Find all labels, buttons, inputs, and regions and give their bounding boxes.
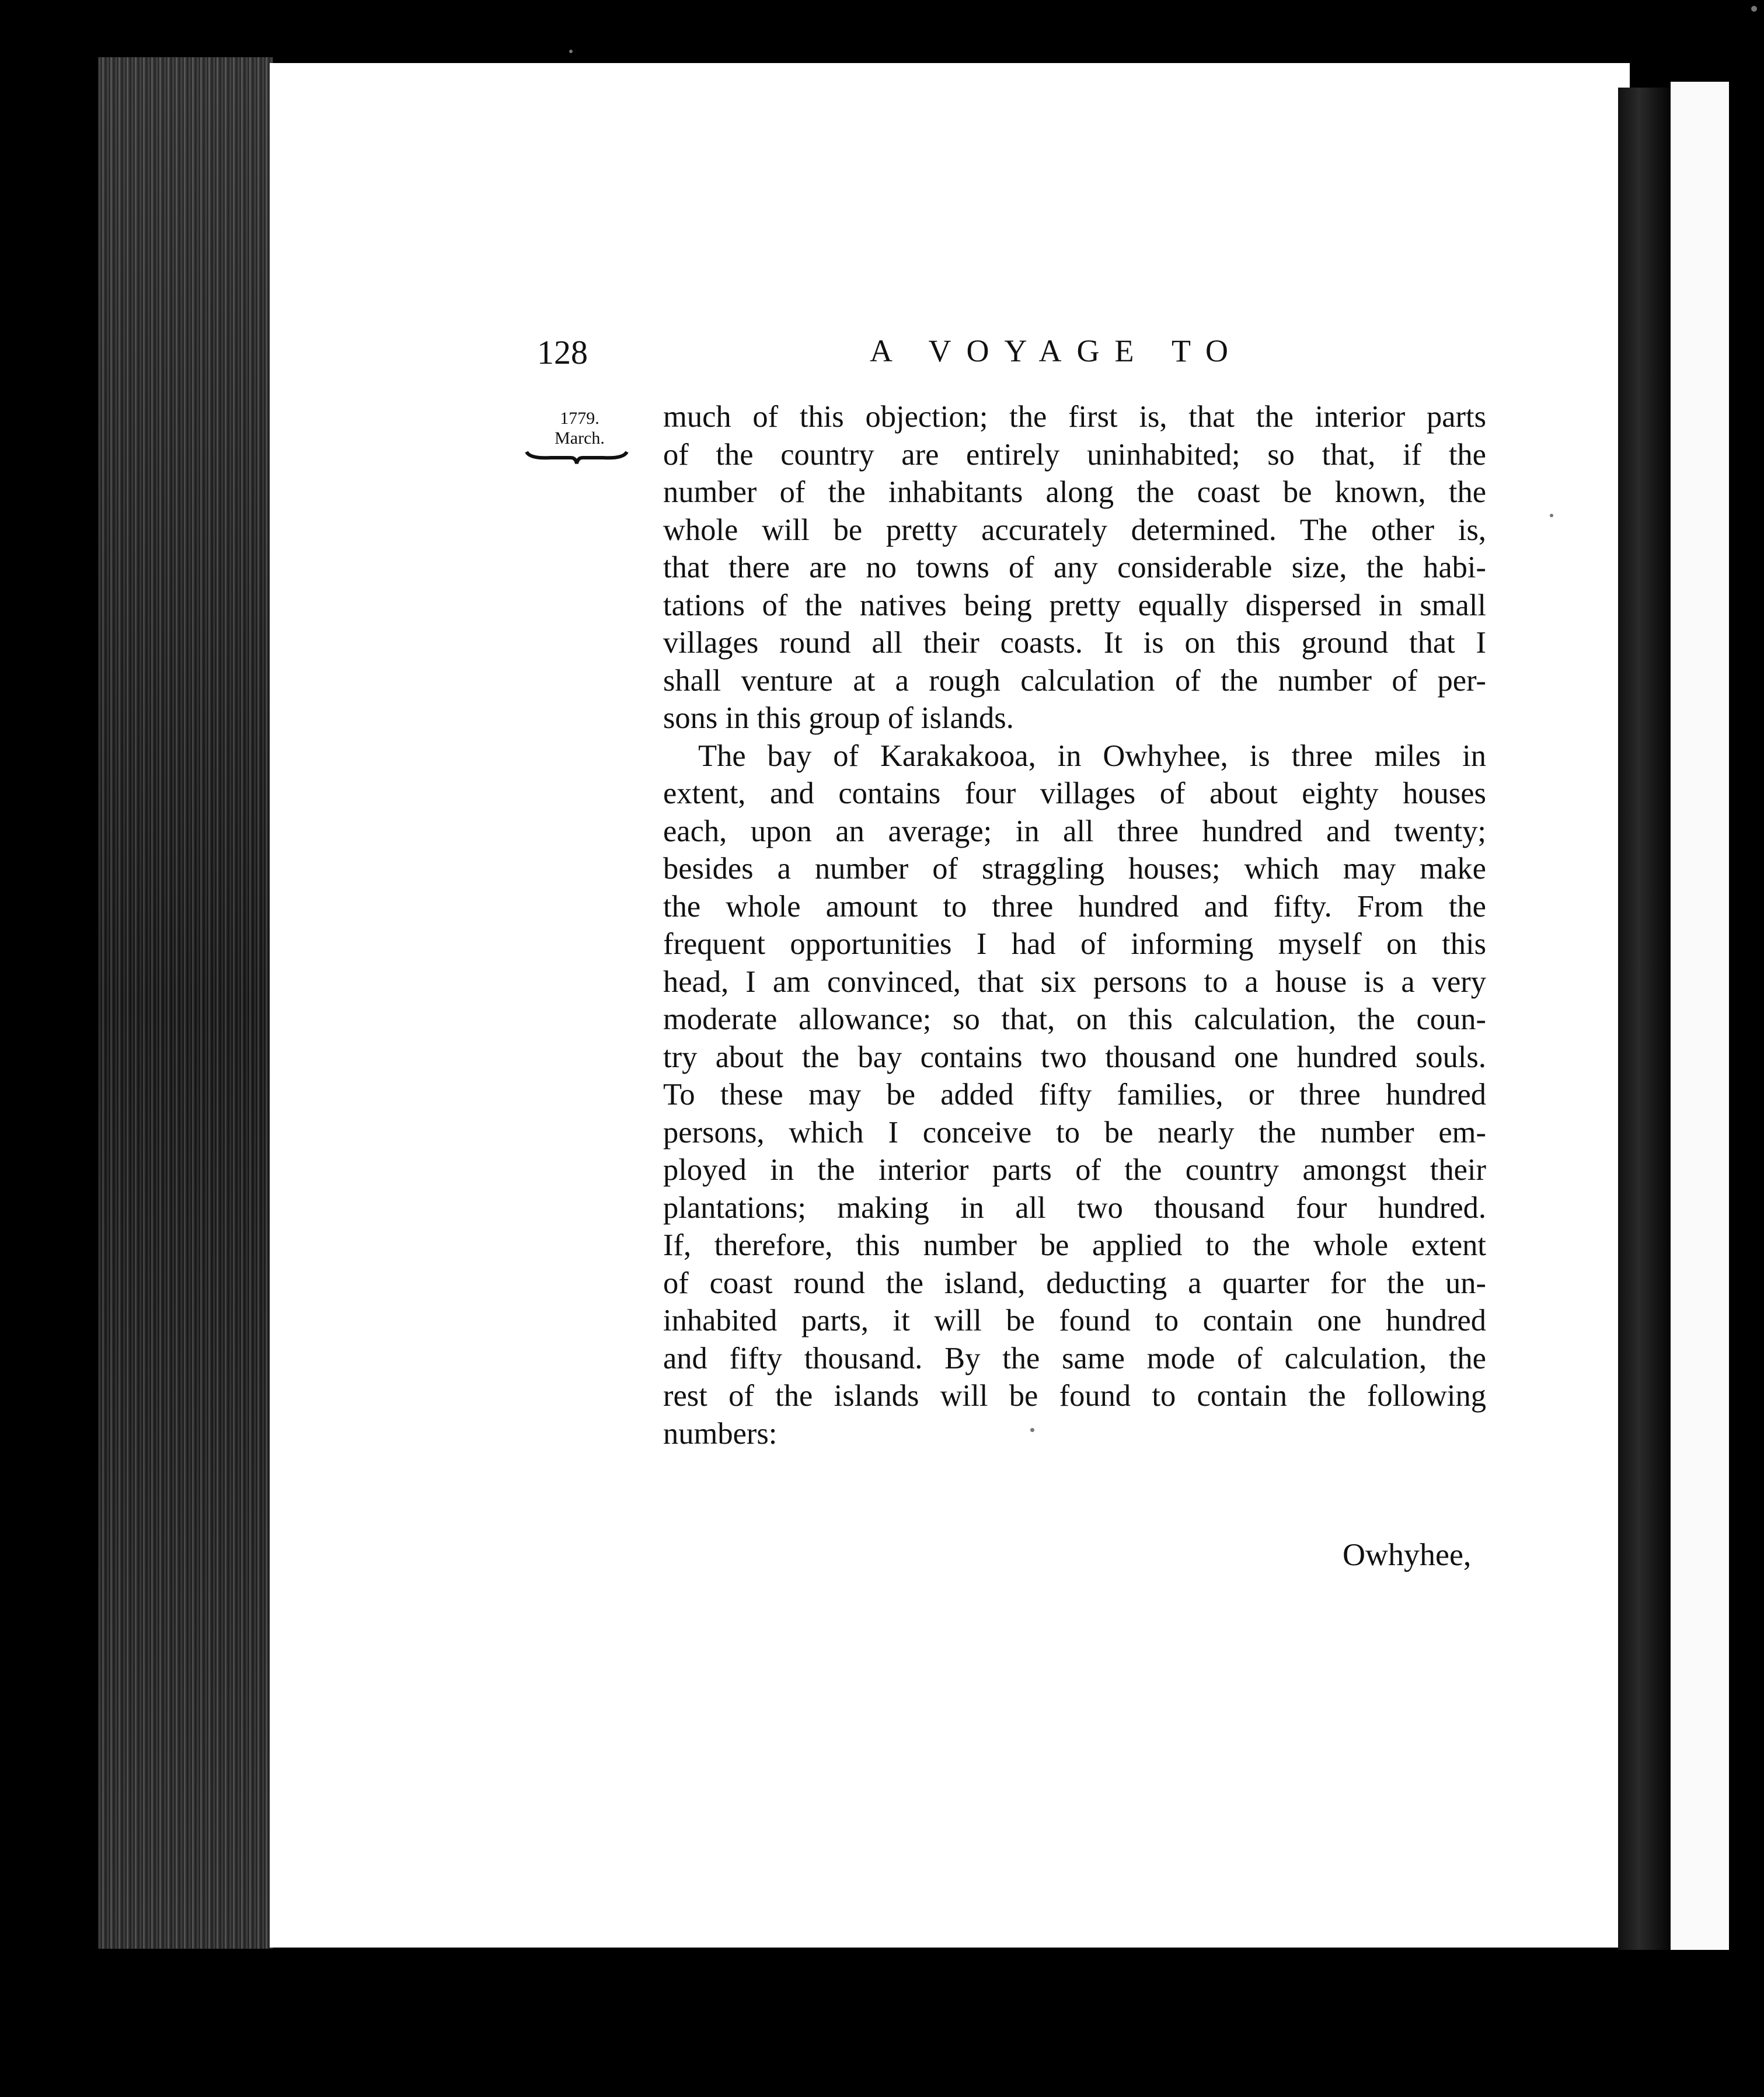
text-line: plantations; making in all two thousand four hundred. (663, 1190, 1486, 1225)
scan-speck (1751, 6, 1757, 12)
catchword: Owhyhee, (1343, 1537, 1472, 1572)
text-line: of coast round the island, deducting a quarter for the un- (663, 1266, 1486, 1300)
text-line: extent, and contains four villages of about eighty houses (663, 776, 1486, 810)
paragraph (663, 398, 1486, 737)
text-line: head, I am convinced, that six persons to a house is a very (663, 964, 1486, 999)
text-line: much of this objection; the first is, that the interior parts (663, 400, 1486, 434)
text-line: moderate allowance; so that, on this calculation, the coun- (663, 1002, 1486, 1036)
text-line: The bay of Karakakooa, in Owhyhee, is three miles in (698, 739, 1486, 773)
text-line: inhabited parts, it will be found to contain one hundred (663, 1304, 1486, 1337)
scan-speck (569, 50, 573, 53)
text-line: and fifty thousand. By the same mode of calculation, the (663, 1341, 1486, 1375)
text-line: shall venture at a rough calculation of the number of per- (663, 663, 1486, 698)
margin-note (524, 409, 635, 466)
text-line: frequent opportunities I had of informing myself on this (663, 927, 1486, 961)
text-line: rest of the islands will be found to contain the following (663, 1379, 1486, 1413)
text-line: sons in this group of islands. (663, 701, 1014, 735)
text-line: the whole amount to three hundred and fifty. From the (663, 889, 1486, 924)
text-line: villages round all their coasts. It is on this ground that I (663, 626, 1486, 660)
margin-month: March. (555, 429, 605, 448)
text-line: If, therefore, this number be applied to the whole extent (663, 1228, 1486, 1262)
text-line: tations of the natives being pretty equally dispersed in small (663, 588, 1486, 622)
gutter-shadow (1618, 88, 1671, 1950)
text-line: besides a number of straggling houses; which may make (663, 852, 1486, 886)
text-line: each, upon an average; in all three hundred and twenty; (663, 814, 1486, 848)
text-line: number of the inhabitants along the coast be known, the (663, 475, 1486, 509)
facing-page-edge (1671, 82, 1729, 1950)
book-fore-edge (98, 57, 273, 1949)
text-line: numbers: (663, 1416, 778, 1451)
page-header (537, 333, 1483, 379)
text-line: of the country are entirely uninhabited; so that, if the (663, 437, 1486, 472)
text-line: try about the bay contains two thousand one hundred souls. (663, 1040, 1486, 1074)
running-title: A VOYAGE TO (870, 333, 1244, 368)
text-line: that there are no towns of any considerable size, the habi- (663, 551, 1486, 584)
text-line: whole will be pretty accurately determined. The other is, (663, 513, 1486, 547)
page-number: 128 (537, 333, 588, 371)
text-line: persons, which I conceive to be nearly the number em- (663, 1115, 1486, 1149)
body-text (663, 398, 1486, 1452)
brace-icon (524, 448, 629, 466)
margin-year: 1779. (560, 409, 599, 428)
paragraph (663, 737, 1486, 1453)
text-line: ployed in the interior parts of the country amongst their (663, 1153, 1486, 1187)
scan-speck (1550, 514, 1553, 517)
text-line: To these may be added fifty families, or three hundred (663, 1078, 1486, 1112)
